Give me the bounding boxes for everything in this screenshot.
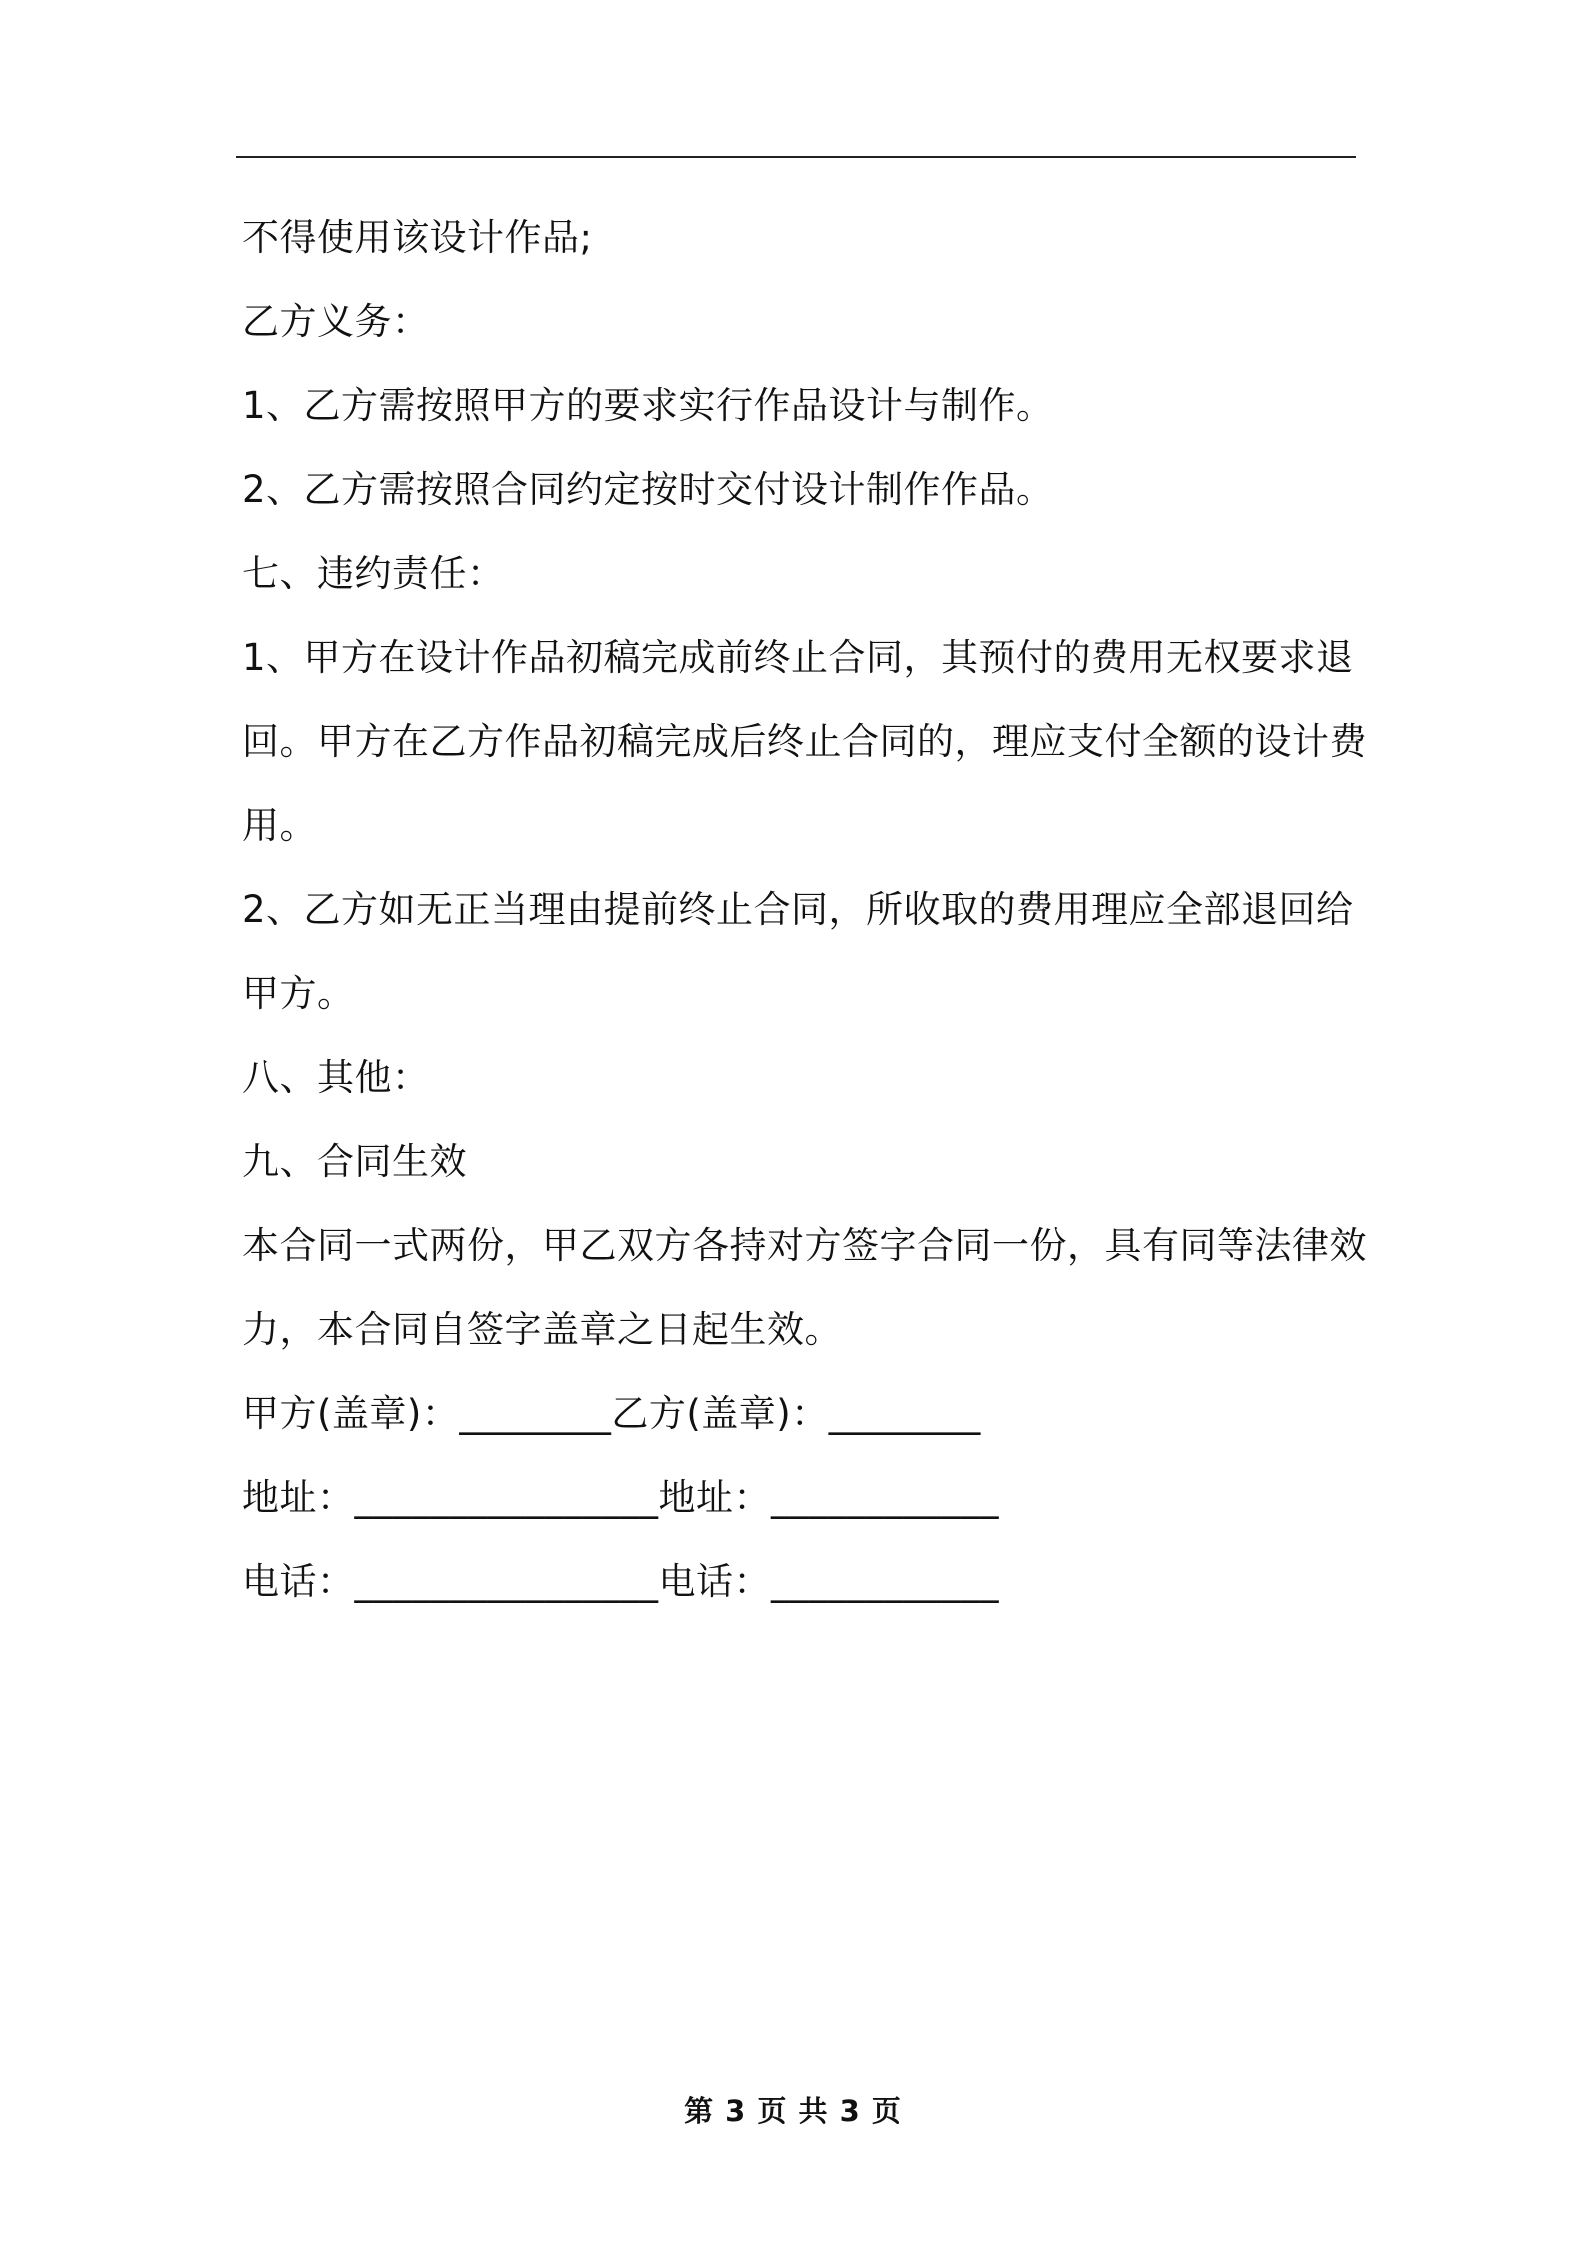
text-line: 2、乙方如无正当理由提前终止合同，所收取的费用理应全部退回给: [242, 888, 1354, 931]
section-heading: 乙方义务：: [242, 300, 430, 343]
signature-line-phone: 电话：________________电话：____________: [242, 1560, 999, 1603]
text-line: 1、甲方在设计作品初稿完成前终止合同，其预付的费用无权要求退: [242, 636, 1354, 679]
section-heading: 八、其他：: [242, 1056, 430, 1099]
section-heading: 七、违约责任：: [242, 552, 505, 595]
text-line: 用。: [242, 804, 317, 847]
text-line: 本合同一式两份，甲乙双方各持对方签字合同一份，具有同等法律效: [242, 1224, 1367, 1267]
page-number: 第 3 页 共 3 页: [684, 2094, 902, 2128]
text-line: 回。甲方在乙方作品初稿完成后终止合同的，理应支付全额的设计费: [242, 720, 1367, 763]
text-line: 2、乙方需按照合同约定按时交付设计制作作品。: [242, 468, 1054, 511]
signature-line-address: 地址：________________地址：____________: [242, 1476, 999, 1519]
text-line: 1、乙方需按照甲方的要求实行作品设计与制作。: [242, 384, 1054, 427]
header-rule: [236, 156, 1356, 158]
text-line: 力，本合同自签字盖章之日起生效。: [242, 1308, 842, 1351]
section-heading: 九、合同生效: [242, 1140, 467, 1183]
text-line: 甲方。: [242, 972, 355, 1015]
text-line: 不得使用该设计作品;: [242, 216, 593, 259]
document-body: [242, 196, 1367, 1624]
signature-line-party: 甲方(盖章)：________乙方(盖章)：________: [242, 1392, 981, 1435]
